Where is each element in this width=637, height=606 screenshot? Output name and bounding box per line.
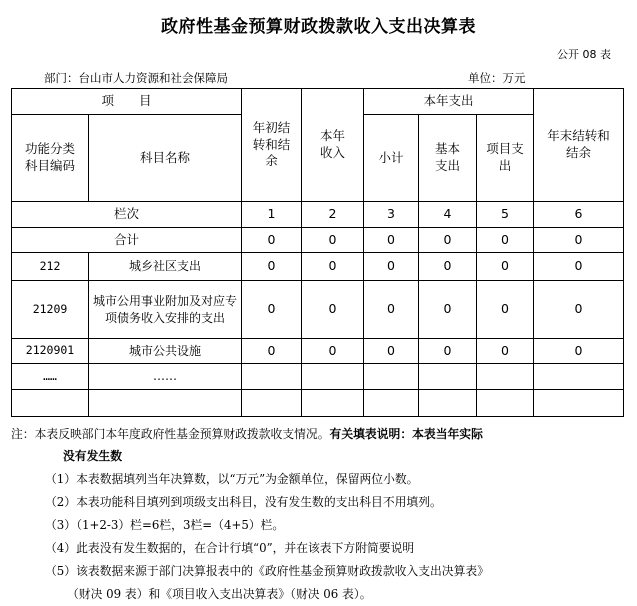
row-code: 2120901 [12,339,89,364]
header-income: 本年收入 [302,89,364,202]
column-number: 4 [419,202,477,228]
row-value: 0 [534,253,624,281]
department-label: 部门：台山市人力资源和社会保障局 [44,71,228,85]
row-value: 0 [477,281,534,339]
table-row [12,339,624,364]
note-item: （财决 09 表）和《项目收入支出决算表》（财决 06 表）。 [67,587,372,601]
column-number: 2 [302,202,364,228]
row-value [302,390,364,417]
row-name: …… [89,364,242,390]
row-value: 0 [302,281,364,339]
column-number-row [12,202,624,228]
row-code [12,390,89,417]
row-value: 0 [477,339,534,364]
total-value: 0 [419,228,477,253]
row-value [477,364,534,390]
header-basic: 基本支出 [419,115,477,202]
row-code: 21209 [12,281,89,339]
unit-label: 单位：万元 [468,71,526,85]
row-name: 城市公用事业附加及对应专项债务收入安排的支出 [89,281,242,339]
header-subject-name: 科目名称 [89,115,242,202]
column-number: 5 [477,202,534,228]
row-value [534,364,624,390]
row-value: 0 [419,339,477,364]
row-value: 0 [534,339,624,364]
row-value: 0 [242,281,302,339]
header-item: 项 目 [12,89,242,115]
header-project: 项目支出 [477,115,534,202]
row-value [477,390,534,417]
row-value [242,390,302,417]
notes-intro: 注：本表反映部门本年度政府性基金预算财政拨款收支情况。 [11,427,330,441]
header-opening: 年初结转和结余 [242,89,302,202]
row-value: 0 [242,253,302,281]
total-value: 0 [477,228,534,253]
row-name: 城市公共设施 [89,339,242,364]
row-name [89,390,242,417]
row-value: 0 [364,339,419,364]
row-value [242,364,302,390]
page-title: 政府性基金预算财政拨款收入支出决算表 [161,17,476,37]
header-func-code: 功能分类科目编码 [12,115,89,202]
column-number: 6 [534,202,624,228]
table-row [12,390,624,417]
column-label: 栏次 [12,202,242,228]
header-closing: 年末结转和结余 [534,89,624,202]
header-subtotal: 小计 [364,115,419,202]
table-row [12,364,624,390]
row-value: 0 [364,253,419,281]
column-number: 3 [364,202,419,228]
row-value [364,364,419,390]
total-value: 0 [242,228,302,253]
row-value [419,390,477,417]
note-item: （5）该表数据来源于部门决算报表中的《政府性基金预算财政拨款收入支出决算表》 [45,564,489,578]
budget-table [11,88,624,417]
note-item: （3）（1+2-3）栏=6栏，3栏=（4+5）栏。 [45,518,285,532]
row-value: 0 [477,253,534,281]
row-code: 212 [12,253,89,281]
row-value: 0 [364,281,419,339]
row-value: 0 [302,339,364,364]
row-value: 0 [419,281,477,339]
table-row [12,281,624,339]
row-value: 0 [419,253,477,281]
row-name: 城乡社区支出 [89,253,242,281]
note-item: （4）此表没有发生数据的，在合计行填“0”，并在该表下方附简要说明 [45,541,415,555]
total-value: 0 [534,228,624,253]
total-label: 合计 [12,228,242,253]
notes-first-line [11,425,483,442]
row-value: 0 [534,281,624,339]
notes-bold-heading: 有关填表说明：本表当年实际 [329,427,483,441]
table-row [12,253,624,281]
header-spending: 本年支出 [364,89,534,115]
note-item: （2）本表功能科目填列到项级支出科目，没有发生数的支出科目不用填列。 [45,495,442,509]
row-code: …… [12,364,89,390]
column-number: 1 [242,202,302,228]
total-row [12,228,624,253]
form-number: 公开 08 表 [557,48,611,61]
notes-bold-continuation: 没有发生数 [63,449,122,463]
row-value: 0 [242,339,302,364]
row-value: 0 [302,253,364,281]
total-value: 0 [302,228,364,253]
total-value: 0 [364,228,419,253]
row-value [419,364,477,390]
row-value [534,390,624,417]
row-value [302,364,364,390]
row-value [364,390,419,417]
note-item: （1）本表数据填列当年决算数，以“万元”为金额单位，保留两位小数。 [45,472,419,486]
